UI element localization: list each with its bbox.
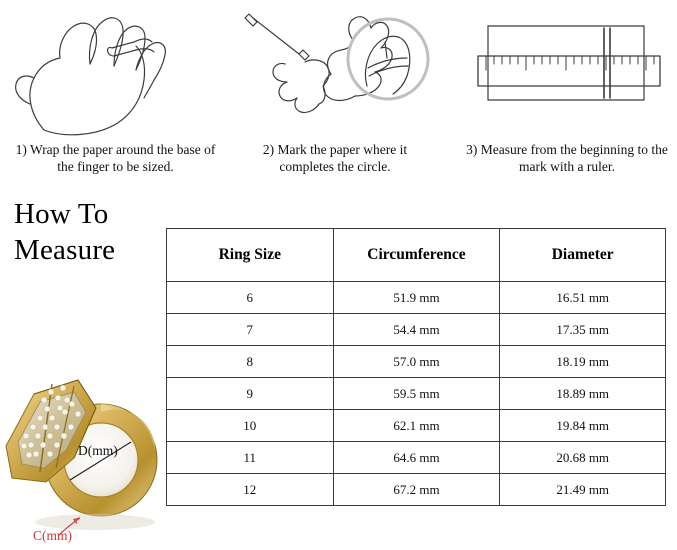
cell-diameter: 21.49 mm	[500, 474, 666, 506]
table-header-circumference: Circumference	[333, 229, 500, 282]
cell-ring-size: 9	[167, 378, 334, 410]
page-title-line-1: How To	[14, 198, 109, 230]
cell-diameter: 18.19 mm	[500, 346, 666, 378]
step-1-caption: 1) Wrap the paper around the base of the finger to be sized.	[15, 142, 216, 174]
table-row	[167, 442, 666, 474]
cell-diameter: 16.51 mm	[500, 282, 666, 314]
cell-circumference: 54.4 mm	[333, 314, 500, 346]
cell-diameter: 17.35 mm	[500, 314, 666, 346]
cell-ring-size: 11	[167, 442, 334, 474]
cell-circumference: 57.0 mm	[333, 346, 500, 378]
step-3-caption: 3) Measure from the beginning to the mark with a ruler.	[466, 142, 668, 174]
step-2-caption: 2) Mark the paper where it completes the circle.	[262, 142, 408, 174]
step-1	[8, 0, 223, 190]
table-row	[167, 282, 666, 314]
cell-ring-size: 8	[167, 346, 334, 378]
table-header-diameter: Diameter	[500, 229, 666, 282]
cell-circumference: 59.5 mm	[333, 378, 500, 410]
page-title	[14, 196, 164, 269]
cell-circumference: 51.9 mm	[333, 282, 500, 314]
cell-circumference: 62.1 mm	[333, 410, 500, 442]
cell-diameter: 20.68 mm	[500, 442, 666, 474]
measuring-steps	[0, 0, 677, 190]
cell-ring-size: 7	[167, 314, 334, 346]
table-header-ring-size: Ring Size	[167, 229, 334, 282]
circumference-label: C(mm)	[33, 528, 72, 543]
table-row	[167, 378, 666, 410]
diameter-label: D(mm)	[78, 443, 118, 458]
cell-diameter: 18.89 mm	[500, 378, 666, 410]
ring-size-table	[166, 228, 666, 506]
cell-circumference: 67.2 mm	[333, 474, 500, 506]
cell-diameter: 19.84 mm	[500, 410, 666, 442]
cell-ring-size: 12	[167, 474, 334, 506]
table-row	[167, 474, 666, 506]
table-row	[167, 346, 666, 378]
cell-ring-size: 6	[167, 282, 334, 314]
step-3	[458, 0, 676, 190]
table-row	[167, 410, 666, 442]
page-title-line-2: Measure	[14, 234, 116, 267]
hand-with-paper-strip-icon	[8, 4, 223, 138]
hand-marking-paper-icon	[235, 4, 435, 138]
cell-circumference: 64.6 mm	[333, 442, 500, 474]
table-row	[167, 314, 666, 346]
cell-ring-size: 10	[167, 410, 334, 442]
table-header-row	[167, 229, 666, 282]
ruler-measuring-paper-icon	[458, 4, 676, 138]
step-2	[235, 0, 435, 190]
